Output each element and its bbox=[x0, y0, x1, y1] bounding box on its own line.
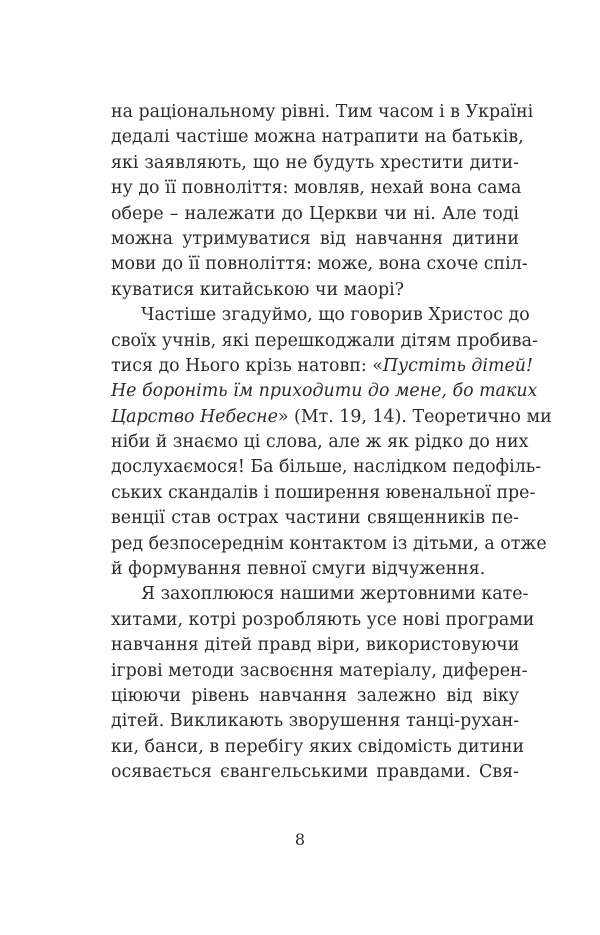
text-line: можна утримуватися від навчання дитини bbox=[111, 228, 519, 249]
text-line: осявається євангельськими правдами. Свя- bbox=[111, 762, 519, 783]
text-line: ки, банси, в перебігу яких свідомість дитини bbox=[111, 736, 525, 757]
text-line: ніби й знаємо ці слова, але ж як рідко до них bbox=[111, 432, 529, 453]
text-line: ціюючи рівень навчання залежно від віку bbox=[111, 685, 519, 706]
text-line bbox=[111, 379, 538, 404]
text-line: дослухаємося! Ба більше, наслідком педофіль- bbox=[111, 457, 542, 478]
text-line: ред безпосереднім контактом із дітьми, а отже bbox=[111, 533, 547, 554]
text-line: венції став острах частини священників пе- bbox=[111, 508, 519, 529]
text-line: хитами, котрі розробляють усе нові програми bbox=[111, 609, 535, 630]
page-body-text bbox=[111, 100, 552, 786]
text-line: обере – належати до Церкви чи ні. Але тоді bbox=[111, 203, 519, 224]
text-line: й формування певної смуги відчуження. bbox=[111, 559, 486, 580]
text-line: куватися китайською чи маорі? bbox=[111, 279, 404, 300]
scripture-quote: Пустіть дітей! bbox=[382, 355, 533, 376]
text-line: Я захоплююся нашими жертовними кате- bbox=[141, 584, 529, 605]
paragraph bbox=[111, 303, 552, 582]
paragraph bbox=[111, 100, 534, 303]
text-line: мови до її повноліття: може, вона схоче спіл- bbox=[111, 254, 528, 275]
text-line: ських скандалів і поширення ювенальної пре- bbox=[111, 482, 536, 503]
text-line: ігрові методи засвоєння матеріалу, диферен- bbox=[111, 660, 528, 681]
text-line: дітей. Викликають зворушення танці-рухан- bbox=[111, 711, 520, 732]
paragraph bbox=[111, 582, 535, 785]
text-line: своїх учнів, які перешкоджали дітям пробива- bbox=[111, 330, 538, 351]
text-line: які заявляють, що не будуть хрестити дити- bbox=[111, 152, 519, 173]
text-line bbox=[111, 354, 533, 379]
scripture-quote: Не бороніть їм приходити до мене, бо таких bbox=[111, 381, 538, 402]
text-fragment: » (Мт. 19, 14). Теоретично ми bbox=[277, 406, 552, 427]
text-line: дедалі частіше можна натрапити на батьків, bbox=[111, 127, 524, 148]
text-line: Частіше згадуймо, що говорив Христос до bbox=[141, 305, 530, 326]
text-line: ну до її повноліття: мовляв, нехай вона сама bbox=[111, 178, 522, 199]
text-fragment: тися до Нього крізь натовп: « bbox=[111, 355, 383, 376]
scripture-quote: Царство Небесне bbox=[111, 406, 278, 427]
text-line bbox=[111, 405, 552, 430]
text-line: на раціональному рівні. Тим часом і в Україні bbox=[111, 102, 534, 122]
page-number: 8 bbox=[294, 830, 306, 849]
text-line: навчання дітей правд віри, використовуючи bbox=[111, 635, 520, 656]
